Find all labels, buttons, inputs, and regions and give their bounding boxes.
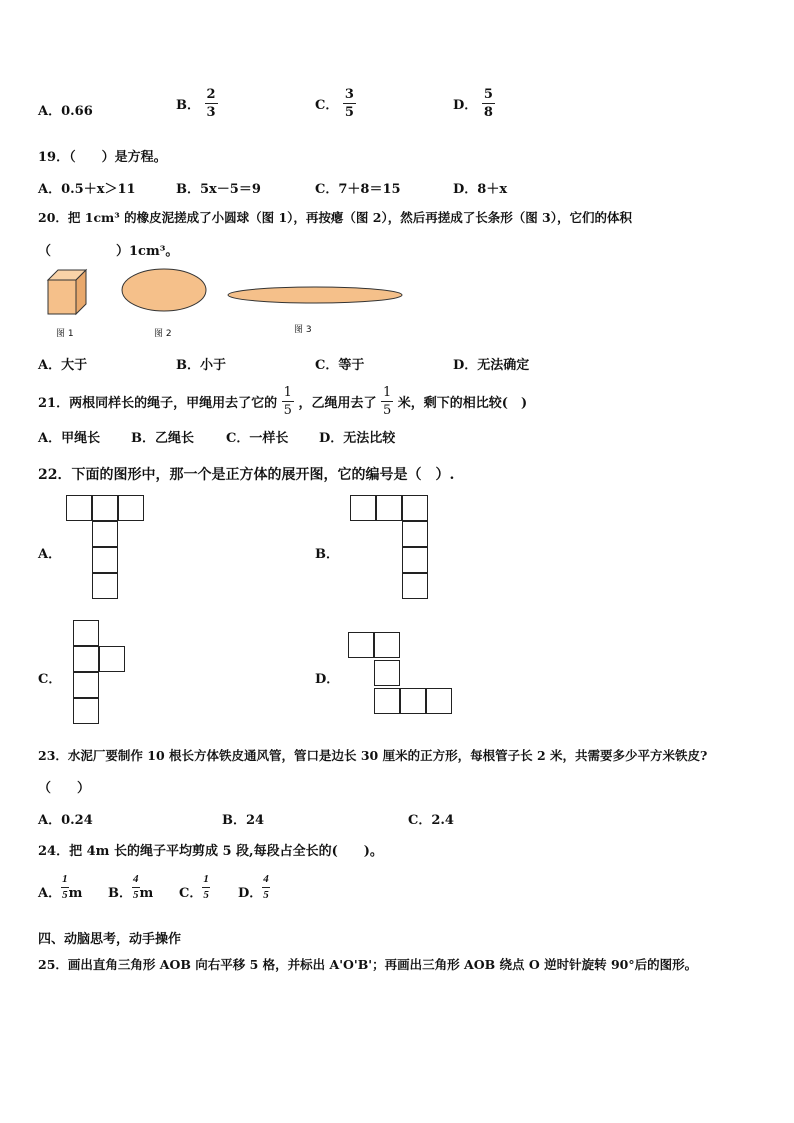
q18-option-d[interactable]: D． $\frac{5}{8}$ <box>453 87 493 120</box>
q21-stem: 21．两根同样长的绳子，甲绳用去了它的 $\frac{1}{5}$ ，乙绳用去了 $\frac{1}{5}$ 米，剩下的相比较( ) <box>38 385 528 418</box>
q23-option-c[interactable]: C．2.4 <box>408 813 454 828</box>
net-a-cell <box>92 495 118 521</box>
q21-option-d[interactable]: D．无法比较 <box>319 431 396 446</box>
net-c-cell <box>73 672 99 698</box>
q23-blank: （ ） <box>38 781 91 796</box>
net-a-cell <box>92 547 118 573</box>
cube-front <box>48 280 76 314</box>
net-c-cell <box>73 698 99 724</box>
net-b-cell <box>402 521 428 547</box>
q19-option-c[interactable]: C．7＋8＝15 <box>315 182 401 197</box>
net-d-cell <box>400 688 426 714</box>
q23-option-a[interactable]: A．0.24 <box>38 813 93 828</box>
q20-option-d[interactable]: D．无法确定 <box>453 358 530 373</box>
q24-stem: 24．把 4m 长的绳子平均剪成 5 段,每段占全长的( )。 <box>38 844 383 859</box>
cube-figure <box>48 270 86 314</box>
q20-stem-line2: （ ）1cm³。 <box>38 244 179 259</box>
net-c-cell <box>73 646 99 672</box>
flattened-ellipse <box>122 269 206 311</box>
q20-option-a[interactable]: A．大于 <box>38 358 88 373</box>
net-c-cell <box>99 646 125 672</box>
q24-option-b[interactable]: B． $\frac{4}{5}$ m <box>108 873 154 901</box>
q20-option-c[interactable]: C．等于 <box>315 358 365 373</box>
fig1-caption: 图 1 <box>56 329 74 339</box>
q20-stem-line1: 20．把 1cm³ 的橡皮泥搓成了小圆球（图 1），再按瘪（图 2），然后再搓成了长条形（图 3），它们的体积 <box>38 210 633 225</box>
q20-option-b[interactable]: B．小于 <box>176 358 226 373</box>
net-d-cell <box>374 632 400 658</box>
net-a-cell <box>66 495 92 521</box>
q19-option-d[interactable]: D．8＋x <box>453 182 508 197</box>
net-c <box>73 620 127 732</box>
q21-fraction-1: $\frac{1}{5}$ <box>283 385 292 418</box>
net-b-cell <box>376 495 402 521</box>
q22-label-c[interactable]: C． <box>38 672 62 687</box>
q24-option-d[interactable]: D． $\frac{4}{5}$ <box>238 873 269 901</box>
net-b-cell <box>350 495 376 521</box>
net-d-cell <box>374 688 400 714</box>
net-d <box>348 632 456 718</box>
fig3-caption: 图 3 <box>294 325 312 335</box>
q20-figures <box>40 262 410 320</box>
long-strip <box>228 287 402 303</box>
net-d-cell <box>374 660 400 686</box>
q19-option-a[interactable]: A．0.5＋x＞11 <box>38 182 136 197</box>
net-b-cell <box>402 573 428 599</box>
net-a-cell <box>92 521 118 547</box>
q19-option-b[interactable]: B．5x－5＝9 <box>176 182 261 197</box>
q24-option-c[interactable]: C． $\frac{1}{5}$ <box>179 873 209 901</box>
q18-option-c[interactable]: C． $\frac{3}{5}$ <box>315 87 354 120</box>
q21-fraction-2: $\frac{1}{5}$ <box>382 385 392 418</box>
q24-option-a[interactable]: A． $\frac{1}{5}$ m <box>38 873 83 901</box>
q22-stem: 22．下面的图形中，那一个是正方体的展开图，它的编号是（ ）. <box>38 467 455 483</box>
q23-option-b[interactable]: B．24 <box>222 813 265 828</box>
q23-stem: 23．水泥厂要制作 10 根长方体铁皮通风管，管口是边长 30 厘米的正方形，每根管子长 2 米，共需要多少平方米铁皮? <box>38 748 708 763</box>
net-d-cell <box>426 688 452 714</box>
net-a-cell <box>118 495 144 521</box>
q22-label-b[interactable]: B． <box>315 547 339 562</box>
section-4-heading: 四、动脑思考，动手操作 <box>38 932 182 947</box>
net-b-cell <box>402 547 428 573</box>
q18-option-b[interactable]: B． $\frac{2}{3}$ <box>176 87 216 120</box>
q21-option-b[interactable]: B．乙绳长 <box>131 431 194 446</box>
q18-option-a[interactable]: A．0.66 <box>38 104 93 119</box>
net-d-cell <box>348 632 374 658</box>
q21-option-c[interactable]: C．一样长 <box>226 431 289 446</box>
net-c-cell <box>73 620 99 646</box>
q25-stem: 25．画出直角三角形 AOB 向右平移 5 格，并标出 A'O'B'；再画出三角形 AOB 绕点 O 逆时针旋转 90°后的图形。 <box>38 957 698 972</box>
net-a-cell <box>92 573 118 599</box>
net-b <box>350 495 430 607</box>
q19-stem: 19．（ ）是方程。 <box>38 150 167 165</box>
net-b-cell <box>402 495 428 521</box>
q22-label-d[interactable]: D． <box>315 672 340 687</box>
q22-label-a[interactable]: A． <box>38 547 62 562</box>
fig2-caption: 图 2 <box>154 329 172 339</box>
q21-option-a[interactable]: A．甲绳长 <box>38 431 101 446</box>
net-a <box>66 495 146 607</box>
